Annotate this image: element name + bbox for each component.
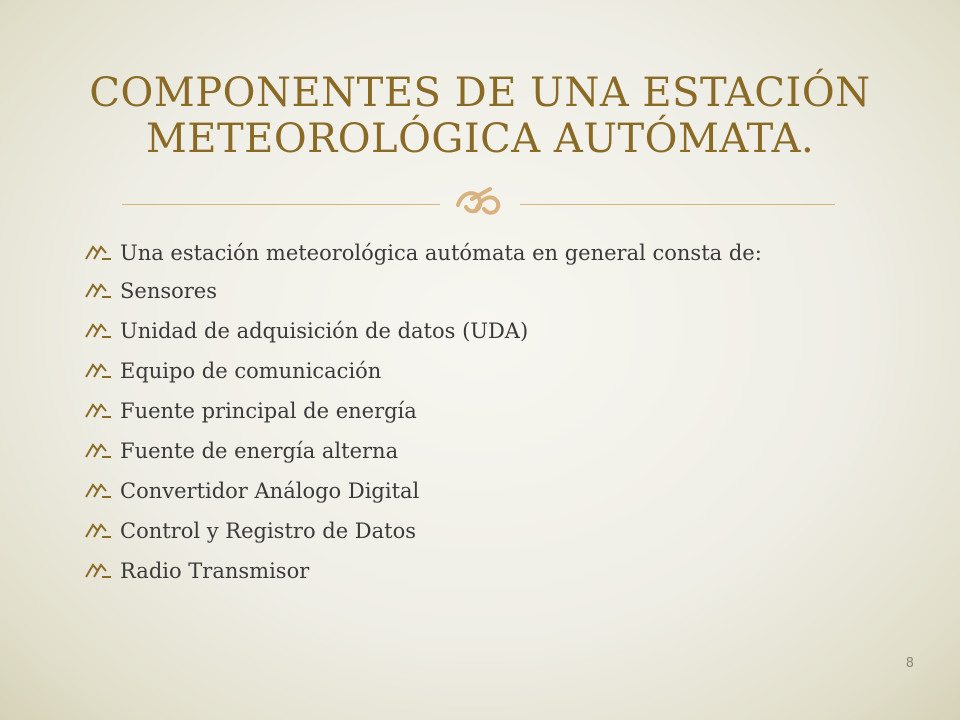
list-item bbox=[84, 278, 864, 304]
divider-line-left bbox=[122, 204, 440, 205]
decorative-flourish-icon bbox=[450, 181, 510, 223]
list-item bbox=[84, 240, 864, 266]
content-list bbox=[84, 240, 864, 598]
list-item-text: Una estación meteorológica autómata en general consta de: bbox=[120, 241, 762, 265]
list-item bbox=[84, 398, 864, 424]
double-arrow-bullet-icon bbox=[84, 363, 114, 379]
slide-title-line-1: COMPONENTES DE UNA ESTACIÓN bbox=[89, 70, 871, 116]
page-number: 8 bbox=[905, 656, 914, 671]
slide-title bbox=[70, 70, 890, 162]
double-arrow-bullet-icon bbox=[84, 323, 114, 339]
double-arrow-bullet-icon bbox=[84, 523, 114, 539]
list-item-text: Convertidor Análogo Digital bbox=[120, 479, 420, 503]
list-item-text: Unidad de adquisición de datos (UDA) bbox=[120, 319, 529, 343]
double-arrow-bullet-icon bbox=[84, 403, 114, 419]
list-item bbox=[84, 518, 864, 544]
list-item bbox=[84, 438, 864, 464]
double-arrow-bullet-icon bbox=[84, 563, 114, 579]
double-arrow-bullet-icon bbox=[84, 245, 114, 261]
list-item bbox=[84, 478, 864, 504]
list-item-text: Sensores bbox=[120, 279, 218, 303]
list-item bbox=[84, 318, 864, 344]
slide-title-line-2: METEOROLÓGICA AUTÓMATA. bbox=[145, 116, 815, 162]
double-arrow-bullet-icon bbox=[84, 283, 114, 299]
double-arrow-bullet-icon bbox=[84, 443, 114, 459]
list-item bbox=[84, 558, 864, 584]
list-item bbox=[84, 358, 864, 384]
double-arrow-bullet-icon bbox=[84, 483, 114, 499]
list-item-text: Equipo de comunicación bbox=[120, 359, 382, 383]
list-item-text: Control y Registro de Datos bbox=[120, 519, 417, 543]
list-item-text: Radio Transmisor bbox=[120, 559, 310, 583]
divider-line-right bbox=[520, 204, 835, 205]
list-item-text: Fuente de energía alterna bbox=[120, 439, 399, 463]
list-item-text: Fuente principal de energía bbox=[120, 399, 417, 423]
